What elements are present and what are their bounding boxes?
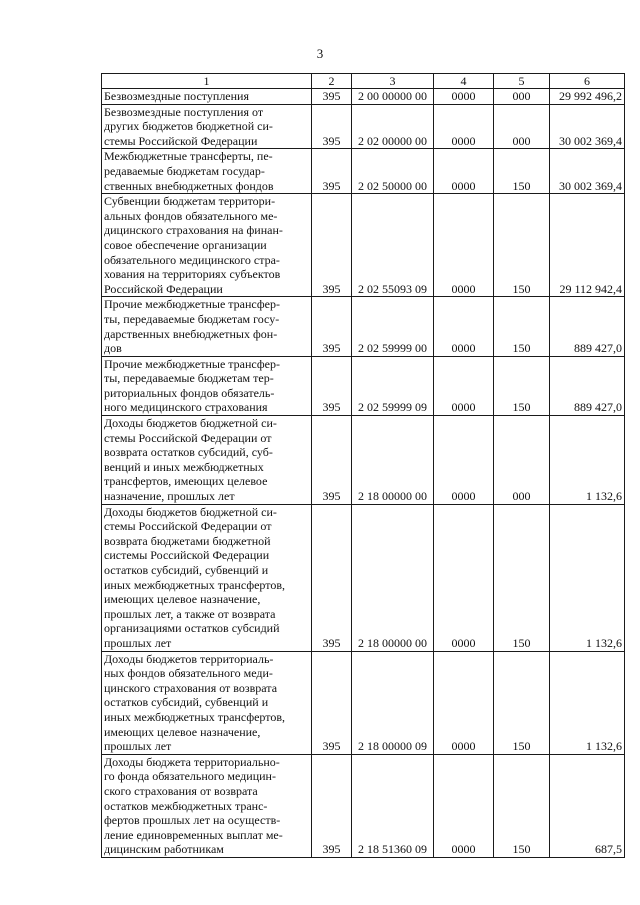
- row-revenue-code-cell: 2 02 59999 00: [352, 297, 434, 356]
- row-revenue-code-cell: 2 02 55093 09: [352, 194, 434, 297]
- row-name-cell: Прочие межбюджетные трансфер- ты, передаваемые бюджетам госу- дарственных внебюджетных фон- дов: [102, 297, 312, 356]
- budget-revenue-table: [101, 73, 625, 858]
- row-kosgu-code-cell: 000: [494, 416, 550, 505]
- header-row: [102, 74, 625, 89]
- row-admin-code-cell: 395: [312, 416, 352, 505]
- row-name-cell: Межбюджетные трансферты, пе- редаваемые бюджетам государ- ственных внебюджетных фондов: [102, 149, 312, 194]
- row-name-cell: Безвозмездные поступления от других бюджетов бюджетной си- стемы Российской Федерации: [102, 104, 312, 149]
- row-kosgu-code-cell: 150: [494, 356, 550, 415]
- row-subtype-code-cell: 0000: [434, 194, 494, 297]
- row-admin-code-cell: 395: [312, 297, 352, 356]
- row-subtype-code-cell: 0000: [434, 651, 494, 754]
- row-revenue-code-cell: 2 18 51360 09: [352, 754, 434, 857]
- row-kosgu-code-cell: 150: [494, 297, 550, 356]
- row-admin-code-cell: 395: [312, 754, 352, 857]
- row-name-cell: Прочие межбюджетные трансфер- ты, передаваемые бюджетам тер- риториальных фондов обязатель- ного медицинского страхования: [102, 356, 312, 415]
- row-kosgu-code-cell: 150: [494, 504, 550, 651]
- row-name-cell: Доходы бюджетов территориаль- ных фондов обязательного меди- цинского страхования от возврата остатков субсидий, субвенций и иных межбюджетных трансфертов, имеющих целевое назначение, прошлых лет: [102, 651, 312, 754]
- row-admin-code-cell: 395: [312, 149, 352, 194]
- row-admin-code-cell: 395: [312, 356, 352, 415]
- table-row: [102, 194, 625, 297]
- row-admin-code-cell: 395: [312, 104, 352, 149]
- header-col-4: 4: [434, 74, 494, 89]
- table-row: [102, 356, 625, 415]
- table-row: [102, 754, 625, 857]
- table-row: [102, 504, 625, 651]
- row-admin-code-cell: 395: [312, 89, 352, 105]
- row-admin-code-cell: 395: [312, 194, 352, 297]
- row-admin-code-cell: 395: [312, 651, 352, 754]
- row-amount-cell: 29 992 496,2: [550, 89, 625, 105]
- row-amount-cell: 1 132,6: [550, 504, 625, 651]
- header-col-6: 6: [550, 74, 625, 89]
- row-revenue-code-cell: 2 02 59999 09: [352, 356, 434, 415]
- row-subtype-code-cell: 0000: [434, 104, 494, 149]
- row-name-cell: Доходы бюджета территориально- го фонда обязательного медицин- ского страхования от возврата остатков межбюджетных транс- фертов прошлых лет на осуществ- ление единовременных выплат ме- дицинским работникам: [102, 754, 312, 857]
- row-kosgu-code-cell: 150: [494, 149, 550, 194]
- row-amount-cell: 29 112 942,4: [550, 194, 625, 297]
- row-subtype-code-cell: 0000: [434, 297, 494, 356]
- row-revenue-code-cell: 2 18 00000 00: [352, 416, 434, 505]
- header-col-2: 2: [312, 74, 352, 89]
- row-admin-code-cell: 395: [312, 504, 352, 651]
- row-kosgu-code-cell: 150: [494, 651, 550, 754]
- row-revenue-code-cell: 2 18 00000 09: [352, 651, 434, 754]
- row-amount-cell: 687,5: [550, 754, 625, 857]
- row-name-cell: Доходы бюджетов бюджетной си- стемы Российской Федерации от возврата остатков субсидий, суб- венций и иных межбюджетных трансфертов, имеющих целевое назначение, прошлых лет: [102, 416, 312, 505]
- table-body: [102, 89, 625, 858]
- row-amount-cell: 30 002 369,4: [550, 149, 625, 194]
- row-subtype-code-cell: 0000: [434, 416, 494, 505]
- row-subtype-code-cell: 0000: [434, 754, 494, 857]
- row-subtype-code-cell: 0000: [434, 89, 494, 105]
- page-number: 3: [316, 46, 324, 61]
- row-kosgu-code-cell: 150: [494, 194, 550, 297]
- row-amount-cell: 1 132,6: [550, 416, 625, 505]
- row-revenue-code-cell: 2 18 00000 00: [352, 504, 434, 651]
- table-row: [102, 89, 625, 105]
- row-subtype-code-cell: 0000: [434, 356, 494, 415]
- row-revenue-code-cell: 2 00 00000 00: [352, 89, 434, 105]
- row-subtype-code-cell: 0000: [434, 504, 494, 651]
- row-subtype-code-cell: 0000: [434, 149, 494, 194]
- row-revenue-code-cell: 2 02 00000 00: [352, 104, 434, 149]
- table-row: [102, 149, 625, 194]
- header-col-1: 1: [102, 74, 312, 89]
- row-amount-cell: 30 002 369,4: [550, 104, 625, 149]
- table-header: [102, 74, 625, 89]
- row-kosgu-code-cell: 000: [494, 89, 550, 105]
- table-row: [102, 297, 625, 356]
- table-row: [102, 651, 625, 754]
- table-row: [102, 104, 625, 149]
- header-col-5: 5: [494, 74, 550, 89]
- row-kosgu-code-cell: 000: [494, 104, 550, 149]
- header-col-3: 3: [352, 74, 434, 89]
- table-row: [102, 416, 625, 505]
- row-revenue-code-cell: 2 02 50000 00: [352, 149, 434, 194]
- row-name-cell: Доходы бюджетов бюджетной си- стемы Российской Федерации от возврата бюджетами бюджетной системы Российской Федерации остатков субсидий, субвенций и иных межбюджетных трансфертов, имеющих целевое назначение, прошлых лет, а также от возврата организациями остатков субсидий прошлых лет: [102, 504, 312, 651]
- row-name-cell: Безвозмездные поступления: [102, 89, 312, 105]
- row-kosgu-code-cell: 150: [494, 754, 550, 857]
- row-amount-cell: 889 427,0: [550, 356, 625, 415]
- row-name-cell: Субвенции бюджетам территори- альных фондов обязательного ме- дицинского страхования на финан- совое обеспечение организации обязательного медицинского стра- хования на территориях субъектов Российской Федерации: [102, 194, 312, 297]
- row-amount-cell: 1 132,6: [550, 651, 625, 754]
- row-amount-cell: 889 427,0: [550, 297, 625, 356]
